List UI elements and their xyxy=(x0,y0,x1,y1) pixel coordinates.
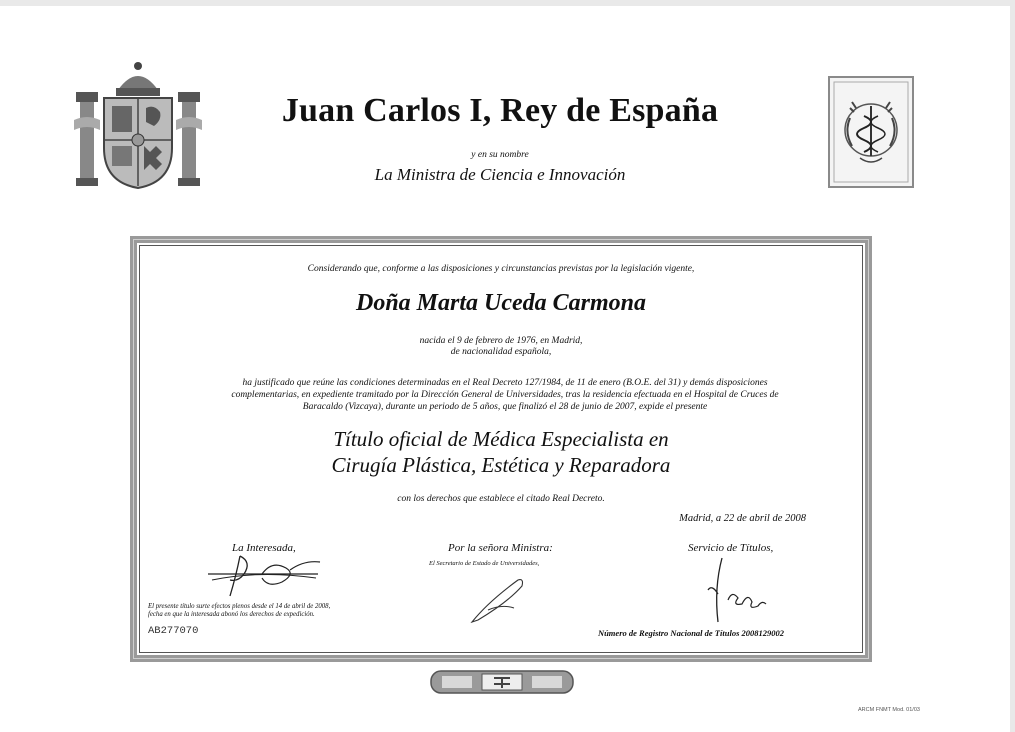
degree-line-2: Cirugía Plástica, Estética y Reparadora xyxy=(331,453,671,477)
body-line-2: complementarias, en expediente tramitado por la Dirección General de Universidades, tras la residencia efectuada en el Hospital de Cruces de xyxy=(231,390,779,400)
university-emblem xyxy=(828,76,914,188)
body-line-1: ha justificado que reúne las condiciones determinadas en el Real Decreto 127/1984, de 11 de enero (B.O.E. del 31) y demás disposiciones xyxy=(242,378,768,388)
justification-text xyxy=(160,377,850,413)
coat-of-arms-icon xyxy=(74,60,202,190)
security-badge-icon xyxy=(430,670,574,694)
interesada-signature xyxy=(200,548,330,598)
effects-line-2: fecha en que la interesada abonó los derechos de expedición. xyxy=(148,611,315,618)
effects-note xyxy=(148,603,388,619)
place-date: Madrid, a 22 de abril de 2008 xyxy=(679,513,806,524)
header-title: Juan Carlos I, Rey de España xyxy=(281,92,719,129)
servicio-signature xyxy=(700,554,770,626)
body-line-3: Baracaldo (Vizcaya), durante un periodo de 5 años, que finalizó el 28 de junio de 2007, expide el presente xyxy=(302,402,708,412)
birth-line-2: de nacionalidad española, xyxy=(450,347,552,357)
caduceus-emblem-icon xyxy=(830,78,912,186)
degree-title xyxy=(135,426,867,478)
interesada-label: La Interesada, xyxy=(232,542,296,554)
secretario-label: El Secretario de Estado de Universidades, xyxy=(429,560,540,567)
ministra-label: Por la señora Ministra: xyxy=(448,542,553,554)
effects-line-1: El presente título surte efectos plenos desde el 14 de abril de 2008, xyxy=(148,603,331,610)
registro-nacional: Número de Registro Nacional de Títulos 2008129002 xyxy=(597,628,784,638)
print-code: ARCM FNMT Mod. 01/03 xyxy=(858,707,920,713)
birth-info xyxy=(135,336,867,358)
holder-name: Doña Marta Uceda Carmona xyxy=(355,290,647,316)
secretario-signature xyxy=(468,572,532,628)
considerando-text: Considerando que, conforme a las disposiciones y circunstancias previstas por la legislación vigente, xyxy=(307,264,695,274)
degree-line-1: Título oficial de Médica Especialista en xyxy=(333,427,669,451)
rights-text: con los derechos que establece el citado Real Decreto. xyxy=(397,494,605,504)
servicio-label: Servicio de Títulos, xyxy=(688,542,774,554)
serial-number: AB277070 xyxy=(148,625,199,637)
header-ministry: La Ministra de Ciencia e Innovación xyxy=(374,165,626,184)
header-subtitle: y en su nombre xyxy=(471,150,529,160)
birth-line-1: nacida el 9 de febrero de 1976, en Madrid, xyxy=(419,336,583,346)
